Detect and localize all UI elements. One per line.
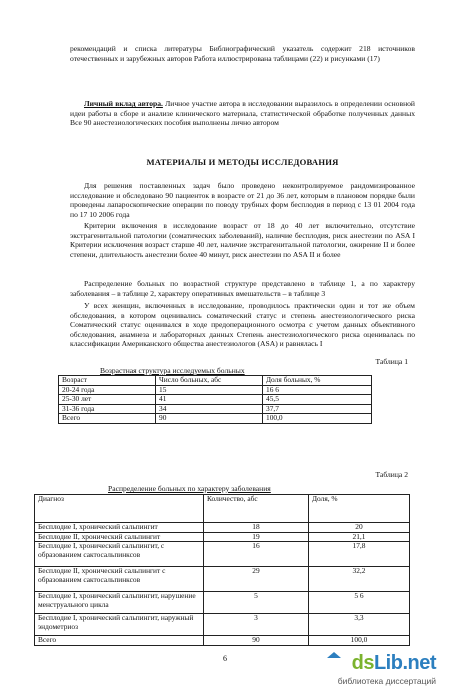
table-row	[59, 395, 372, 405]
graduation-cap-icon	[327, 652, 341, 658]
table-cell: Всего	[59, 414, 156, 424]
table-cell: 90	[156, 414, 263, 424]
table-cell: 19	[204, 532, 309, 542]
dslib-logo: dsLib.net	[351, 652, 436, 674]
dslib-subtitle: библиотека диссертаций	[337, 676, 436, 686]
examination-paragraph: У всех женщин, включенных в исследование, проводилось практически один и тот же объем обследования, в котором оценивались соматический статус и степень анестезиологического риска Соматический статус оценивался в ходе предоперационного осмотра с учетом данных объективного обследования, анамнеза и лабораторных данных Степень анестезиологического риска оценивалась по классификации Американского общества анестезиологов (ASA) и равнялась I	[70, 301, 415, 349]
criteria-paragraph: Критерии включения в исследование возраст от 18 до 40 лет включительно, отсутствие экстрагенитальной патологии (соматических заболеваний), наличие бесплодия, риск анестезии по ASA I Критерии исключения возраст старше 40 лет, наличие экстрагенитальной патологии, ожирение II и более степени, длительность анестезии более 40 минут, риск анестезии по ASA II и более	[70, 221, 415, 259]
table-header-row	[35, 495, 410, 523]
table-header-cell: Диагноз	[35, 495, 204, 523]
personal-contribution-label: Личный вклад автора.	[84, 99, 163, 108]
personal-contribution-text: Личное участие автора в исследовании выразилось в определении основной идеи работы в сборе и анализе клинического материала, статистической обработке полученных данных Все 90 анестезиологических пособия выполнены лично автором	[70, 99, 415, 128]
table-cell: 29	[204, 567, 309, 592]
table-row	[35, 614, 410, 636]
table-cell: 100,0	[263, 414, 372, 424]
table-cell: 37,7	[263, 404, 372, 414]
table-cell: Бесплодие II, хронический сальпингит с образованием сактосальпинксов	[35, 567, 204, 592]
table-cell: 3	[204, 614, 309, 636]
table-cell: 18	[204, 523, 309, 533]
intro-paragraph: рекомендаций и списка литературы Библиографический указатель содержит 218 источников отечественных и зарубежных авторов Работа иллюстрирована таблицами (22) и рисунками (17)	[70, 44, 415, 63]
table-row	[35, 636, 410, 646]
table-row	[35, 567, 410, 592]
table-cell: 3,3	[309, 614, 410, 636]
table2-label: Таблица 2	[375, 470, 408, 479]
table-row	[35, 523, 410, 533]
table-row	[59, 414, 372, 424]
table-cell: 31-36 года	[59, 404, 156, 414]
table-row	[59, 404, 372, 414]
table-cell: Бесплодие I, хронический сальпингит, с образованием сактосальпинксов	[35, 542, 204, 567]
table-cell: 25-30 лет	[59, 395, 156, 405]
table-cell: 100,0	[309, 636, 410, 646]
table-cell: Бесплодие I, хронический сальпингит, наружный эндометриоз	[35, 614, 204, 636]
table-row	[59, 385, 372, 395]
table-cell: 5	[204, 592, 309, 614]
table-cell: 32,2	[309, 567, 410, 592]
table-cell: 17,8	[309, 542, 410, 567]
table2-caption: Распределение больных по характеру заболевания	[108, 484, 271, 493]
table1-label: Таблица 1	[375, 357, 408, 366]
methods-paragraph: Для решения поставленных задач было проведено неконтролируемое рандомизированное исследование и обследовано 90 пациенток в возрасте от 21 до 36 лет, которым в плановом порядке были проведены лапароскопические операции по поводу трубных форм бесплодия в период с 13 01 2004 года по 17 10 2006 года	[70, 181, 415, 219]
dslib-watermark	[310, 652, 440, 692]
table-cell: 20	[309, 523, 410, 533]
table-header-cell: Количество, абс	[204, 495, 309, 523]
table-header-cell: Возраст	[59, 376, 156, 386]
table-cell: 5 6	[309, 592, 410, 614]
table-cell: 45,5	[263, 395, 372, 405]
table-header-row	[59, 376, 372, 386]
table-cell: 15	[156, 385, 263, 395]
table-header-cell: Доля больных, %	[263, 376, 372, 386]
table-cell: Бесплодие I, хронический сальпингит, нарушение менструального цикла	[35, 592, 204, 614]
table-cell: Бесплодие II, хронический сальпингит	[35, 532, 204, 542]
table-cell: 21,1	[309, 532, 410, 542]
table-header-cell: Число больных, абс	[156, 376, 263, 386]
table-cell: 20-24 года	[59, 385, 156, 395]
table-cell: 16	[204, 542, 309, 567]
table-header-cell: Доля, %	[309, 495, 410, 523]
personal-contribution-paragraph	[70, 99, 415, 128]
table-cell: 34	[156, 404, 263, 414]
section-heading: МАТЕРИАЛЫ И МЕТОДЫ ИССЛЕДОВАНИЯ	[146, 157, 339, 167]
table1-caption: Возрастная структура исследуемых больных	[100, 366, 245, 375]
table-cell: 90	[204, 636, 309, 646]
table-cell: 41	[156, 395, 263, 405]
page-number: 6	[223, 654, 227, 663]
table-cell: Всего	[35, 636, 204, 646]
age-table	[58, 375, 372, 424]
table-row	[35, 592, 410, 614]
table-cell: 16 6	[263, 385, 372, 395]
diagnosis-table	[34, 494, 410, 646]
table-cell: Бесплодие I, хронический сальпингит	[35, 523, 204, 533]
distribution-paragraph: Распределение больных по возрастной структуре представлено в таблице 1, а по характеру заболевания – в таблице 2, характеру оперативных вмешательств – в таблице 3	[70, 279, 415, 298]
table-row	[35, 542, 410, 567]
